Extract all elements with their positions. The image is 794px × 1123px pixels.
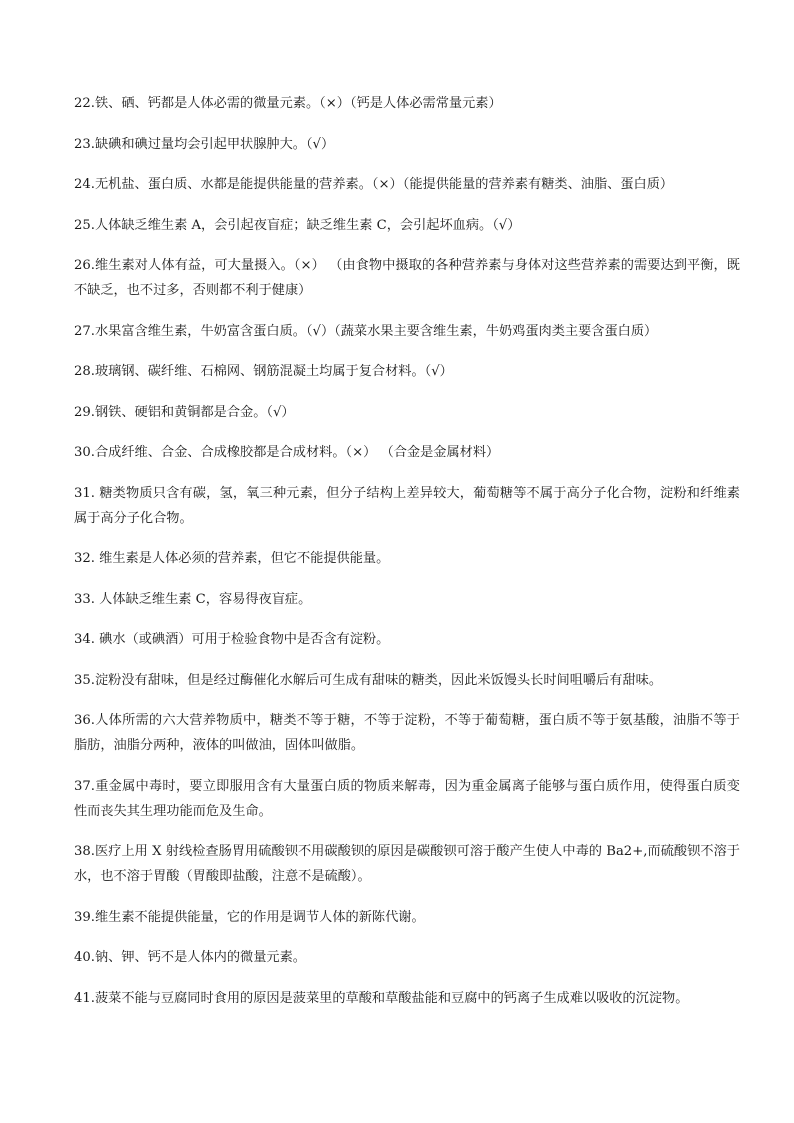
list-item: 28.玻璃钢、碳纤维、石棉网、钢筋混凝土均属于复合材料。（√） bbox=[74, 364, 453, 379]
list-item: 32. 维生素是人体必须的营养素，但它不能提供能量。 bbox=[74, 551, 390, 566]
list-item: 23.缺碘和碘过量均会引起甲状腺肿大。（√） bbox=[74, 136, 335, 152]
list-item: 41.菠菜不能与豆腐同时食用的原因是菠菜里的草酸和草酸盐能和豆腐中的钙离子生成难以吸收的沉淀物。 bbox=[74, 990, 689, 1006]
list-item: 38.医疗上用 X 射线检查肠胃用硫酸钡不用碳酸钡的原因是碳酸钡可溶于酸产生使人中毒的 Ba2+,而硫酸钡不溶于水，也不溶于胃酸（胃酸即盐酸，注意不是硫酸）。 bbox=[74, 844, 740, 884]
list-item: 40.钠、钾、钙不是人体内的微量元素。 bbox=[74, 950, 306, 965]
list-item: 24.无机盐、蛋白质、水都是能提供能量的营养素。（×）（能提供能量的营养素有糖类、油脂、蛋白质） bbox=[74, 177, 674, 192]
list-item: 33. 人体缺乏维生素 C，容易得夜盲症。 bbox=[74, 591, 312, 607]
list-item: 27.水果富含维生素，牛奶富含蛋白质。（√）（蔬菜水果主要含维生素，牛奶鸡蛋肉类主要含蛋白质） bbox=[74, 323, 658, 339]
list-item: 35.淀粉没有甜味，但是经过酶催化水解后可生成有甜味的糖类，因此米饭馒头长时间咀嚼后有甜味。 bbox=[74, 672, 663, 688]
list-item: 25.人体缺乏维生素 A，会引起夜盲症；缺乏维生素 C，会引起坏血病。（√） bbox=[74, 217, 521, 233]
document-page bbox=[74, 91, 740, 1011]
list-item: 37.重金属中毒时，要立即服用含有大量蛋白质的物质来解毒，因为重金属离子能够与蛋白质作用，使得蛋白质变性而丧失其生理功能而危及生命。 bbox=[74, 778, 740, 819]
list-item: 22.铁、硒、钙都是人体必需的微量元素。（×）（钙是人体必需常量元素） bbox=[74, 96, 502, 111]
list-item: 36.人体所需的六大营养物质中，糖类不等于糖，不等于淀粉，不等于葡萄糖，蛋白质不等于氨基酸，油脂不等于脂肪，油脂分两种，液体的叫做油，固体叫做脂。 bbox=[74, 713, 740, 753]
list-item: 26.维生素对人体有益，可大量摄入。（×） （由食物中摄取的各种营养素与身体对这些营养素的需要达到平衡，既不缺乏，也不过多，否则都不利于健康） bbox=[74, 258, 740, 298]
list-item: 29.钢铁、硬铝和黄铜都是合金。（√） bbox=[74, 404, 295, 420]
list-item: 30.合成纤维、合金、合成橡胶都是合成材料。（×） （合金是金属材料） bbox=[74, 445, 500, 460]
list-item: 31. 糖类物质只含有碳，氢，氧三种元素，但分子结构上差异较大，葡萄糖等不属于高分子化合物，淀粉和纤维素属于高分子化合物。 bbox=[74, 485, 740, 526]
list-item: 34. 碘水（或碘酒）可用于检验食物中是否含有淀粉。 bbox=[74, 632, 390, 647]
list-item: 39.维生素不能提供能量，它的作用是调节人体的新陈代谢。 bbox=[74, 909, 425, 925]
